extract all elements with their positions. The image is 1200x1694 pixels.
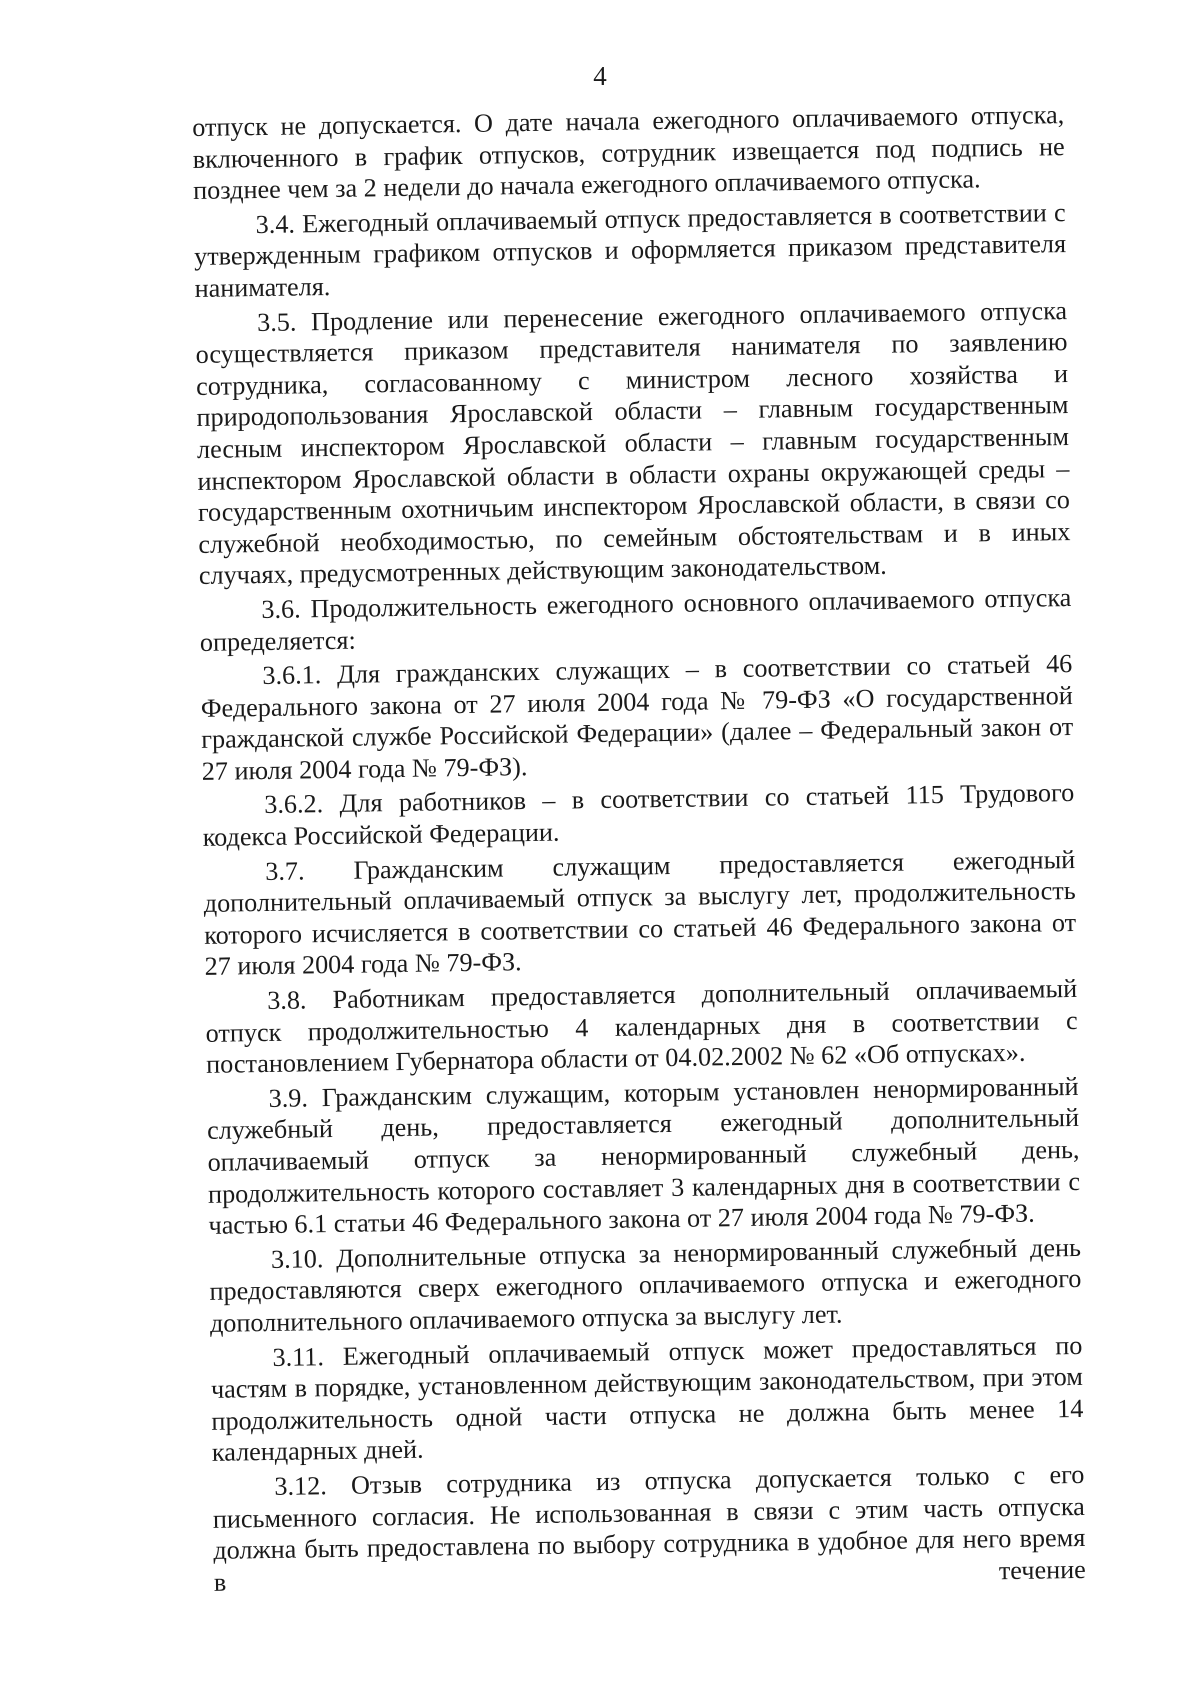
page-number: 4 bbox=[593, 61, 607, 91]
paragraph-3-9: 3.9. Гражданским служащим, которым установлен ненормированный служебный день, предоставляется ежегодный дополнительный оплачиваемый отпуск за ненормированный служебный день, продолжительность которого составляет 3 календарных дня в соответствии с частью 6.1 статьи 46 Федерального закона от 27 июля 2004 года № 79-ФЗ. bbox=[206, 1071, 1081, 1241]
paragraph-3-5: 3.5. Продление или перенесение ежегодного оплачиваемого отпуска осуществляется приказом представителя нанимателя по заявлению сотрудника, согласованному с министром лесного хозяйства и природопользования Ярославской области – главным государственным лесным инспектором Ярославской области – главным государственным инспектором Ярославской области в области охраны окружающей среды – государственным охотничьим инспектором Ярославской области, в связи со служебной необходимостью, по семейным обстоятельствам и в иных случаях, предусмотренных действующим законодательством. bbox=[195, 295, 1071, 591]
paragraph-3-6: 3.6. Продолжительность ежегодного основного оплачиваемого отпуска определяется: bbox=[199, 582, 1072, 657]
paragraph-3-10: 3.10. Дополнительные отпуска за ненормированный служебный день предоставляются сверх ежегодного оплачиваемого отпуска и ежегодного дополнительного оплачиваемого отпуска за выслугу лет. bbox=[209, 1232, 1082, 1338]
paragraph-3-6-1: 3.6.1. Для гражданских служащих – в соответствии со статьей 46 Федерального закона от 27 июля 2004 года № 79-ФЗ «О государственной гражданской службе Российской Федерации» (далее – Федеральный закон от 27 июля 2004 года № 79-ФЗ). bbox=[200, 649, 1074, 786]
paragraph-3-4: 3.4. Ежегодный оплачиваемый отпуск предоставляется в соответствии с утвержденным графиком отпусков и оформляется приказом представителя нанимателя. bbox=[193, 197, 1067, 303]
paragraph-3-6-2: 3.6.2. Для работников – в соответствии со статьей 115 Трудового кодекса Российской Федерации. bbox=[202, 778, 1075, 852]
paragraph-3-11: 3.11. Ежегодный оплачиваемый отпуск может предоставляться по частям в порядке, установленном действующим законодательством, при этом продолжительность одной части отпуска не должна быть менее 14 календарных дней. bbox=[210, 1330, 1084, 1468]
document-body bbox=[192, 99, 1086, 1601]
paragraph-3-8: 3.8. Работникам предоставляется дополнительный оплачиваемый отпуск продолжительностью 4 календарных дня в соответствии с постановлением Губернатора области от 04.02.2002 № 62 «Об отпусках». bbox=[205, 973, 1078, 1080]
paragraph-continuation: отпуск не допускается. О дате начала ежегодного оплачиваемого отпуска, включенного в график отпусков, сотрудник извещается под подпись не позднее чем за 2 недели до начала ежегодного оплачиваемого отпуска. bbox=[192, 100, 1065, 206]
paragraph-3-7: 3.7. Гражданским служащим предоставляется ежегодный дополнительный оплачиваемый отпуск за выслугу лет, продолжительность которого исчисляется в соответствии со статьей 46 Федерального закона от 27 июля 2004 года № 79-ФЗ. bbox=[203, 844, 1077, 982]
paragraph-3-12: 3.12. Отзыв сотрудника из отпуска допускается только с его письменного согласия. Не использованная в связи с этим часть отпуска должна быть предоставлена по выбору сотрудника в удобное для него время в течение bbox=[212, 1459, 1086, 1597]
